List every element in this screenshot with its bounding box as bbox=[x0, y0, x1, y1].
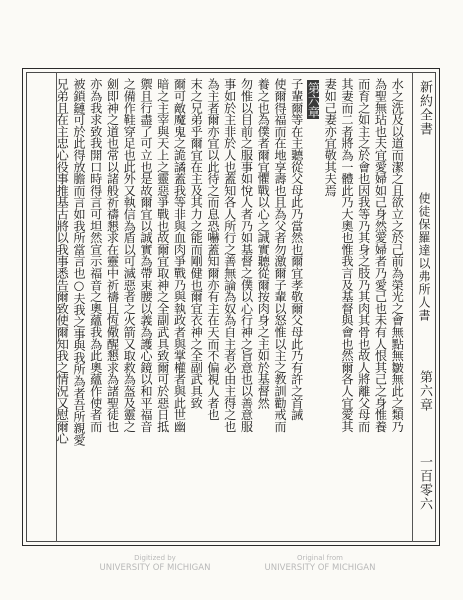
margin-rule-right bbox=[412, 72, 413, 542]
text-column: 劍即神之道也常以諸般祈禱懇求在靈中祈禱且恆儆醒懇求為諸聖徒也 bbox=[105, 78, 120, 433]
text-column: 子輩爾等在主聽從父母此乃當然也爾宜孝敬爾父母此乃有許之首誡 bbox=[289, 78, 304, 421]
text-column: 而育之如主之於會也因我等乃其身之肢乃其肉其骨也故人將離父母而 bbox=[356, 78, 371, 433]
text-column: 之備作鞋穿足也此外又執信為盾以可滅惡者之火箭又取救為盔及靈之 bbox=[122, 78, 137, 433]
text-column: 其妻而二者將為一體此乃大奧也惟我言及基督與會也然爾各人宜愛其 bbox=[339, 78, 354, 433]
text-column: 爾可敵魔鬼之詭譎蓋我等非與血肉爭戰乃與執政者與掌權者與此世幽 bbox=[172, 78, 187, 433]
original-stamp bbox=[255, 553, 385, 573]
page-number: 一百零六 bbox=[417, 455, 432, 511]
text-column: 禦且行盡了可立也是故爾宜以誠實為帶束腰以義為護心鏡以和平福音 bbox=[138, 78, 153, 433]
text-column: 養之也為僕者爾宜懼戰以心之誠實聽從爾按肉身之主如於基督然 bbox=[256, 78, 271, 409]
text-column: 使爾得福而在地享壽也且為父者勿激爾子輩以怒惟以主之教訓勸戒而 bbox=[272, 78, 287, 433]
text-column: 為主者爾亦宜以此待之而息恐嚇蓋知爾亦有主在天而不偏視人者也 bbox=[205, 78, 220, 421]
book-title: 新約全書 bbox=[417, 80, 432, 136]
original-institution: UNIVERSITY OF MICHIGAN bbox=[264, 563, 376, 573]
text-column bbox=[307, 78, 319, 538]
text-column: 勿惟以目前之服事如悅人者乃如基督之僕以心行神之旨意也以善意服 bbox=[239, 78, 254, 433]
digitized-stamp bbox=[90, 553, 220, 573]
text-column: 末之兄弟乎爾宜在主及其力之能而剛健也爾宜衣神之全副武具致 bbox=[189, 78, 204, 409]
chapter-number: 第六章 bbox=[417, 370, 432, 412]
original-label: Original from bbox=[297, 554, 343, 562]
text-column: 兄弟且在主忠心役事推基古將以我事悉告爾致使爾知我之情況又慰爾心 bbox=[55, 78, 70, 444]
text-column: 妻如己妻亦宜敬其夫焉 bbox=[323, 78, 338, 197]
text-column: 暗之主宰與天上之靈惡爭戰也故爾宜取神之全副武具致爾可於惡日抵 bbox=[155, 78, 170, 433]
digitized-label: Digitized by bbox=[134, 554, 176, 562]
text-column: 事如於主非於人也蓋知各人所行之善無論為奴為自主者必由主得之也 bbox=[222, 78, 237, 433]
text-column: 水之洗及以道而潔之且欲立之於己前為榮光之會無點無皺無此之類乃 bbox=[390, 78, 405, 433]
digitized-institution: UNIVERSITY OF MICHIGAN bbox=[99, 563, 211, 573]
text-column: 被鎖鏈可於此得放膽而言如我所當言也○夫我之事與我所為者吾所親愛 bbox=[71, 78, 86, 446]
chapter-title: 使徒保羅達以弗所人書 bbox=[417, 192, 431, 322]
text-column: 為聖無玷也夫宜愛婦如己身然愛婦者乃愛己也未有人恨其己之身惟養 bbox=[373, 78, 388, 433]
text-column: 亦為我求致我開口時得言可坦然宣示福音之奧蘊我為此奧蘊作使者而 bbox=[88, 78, 103, 433]
chapter-marker: 第六章 bbox=[306, 82, 321, 118]
